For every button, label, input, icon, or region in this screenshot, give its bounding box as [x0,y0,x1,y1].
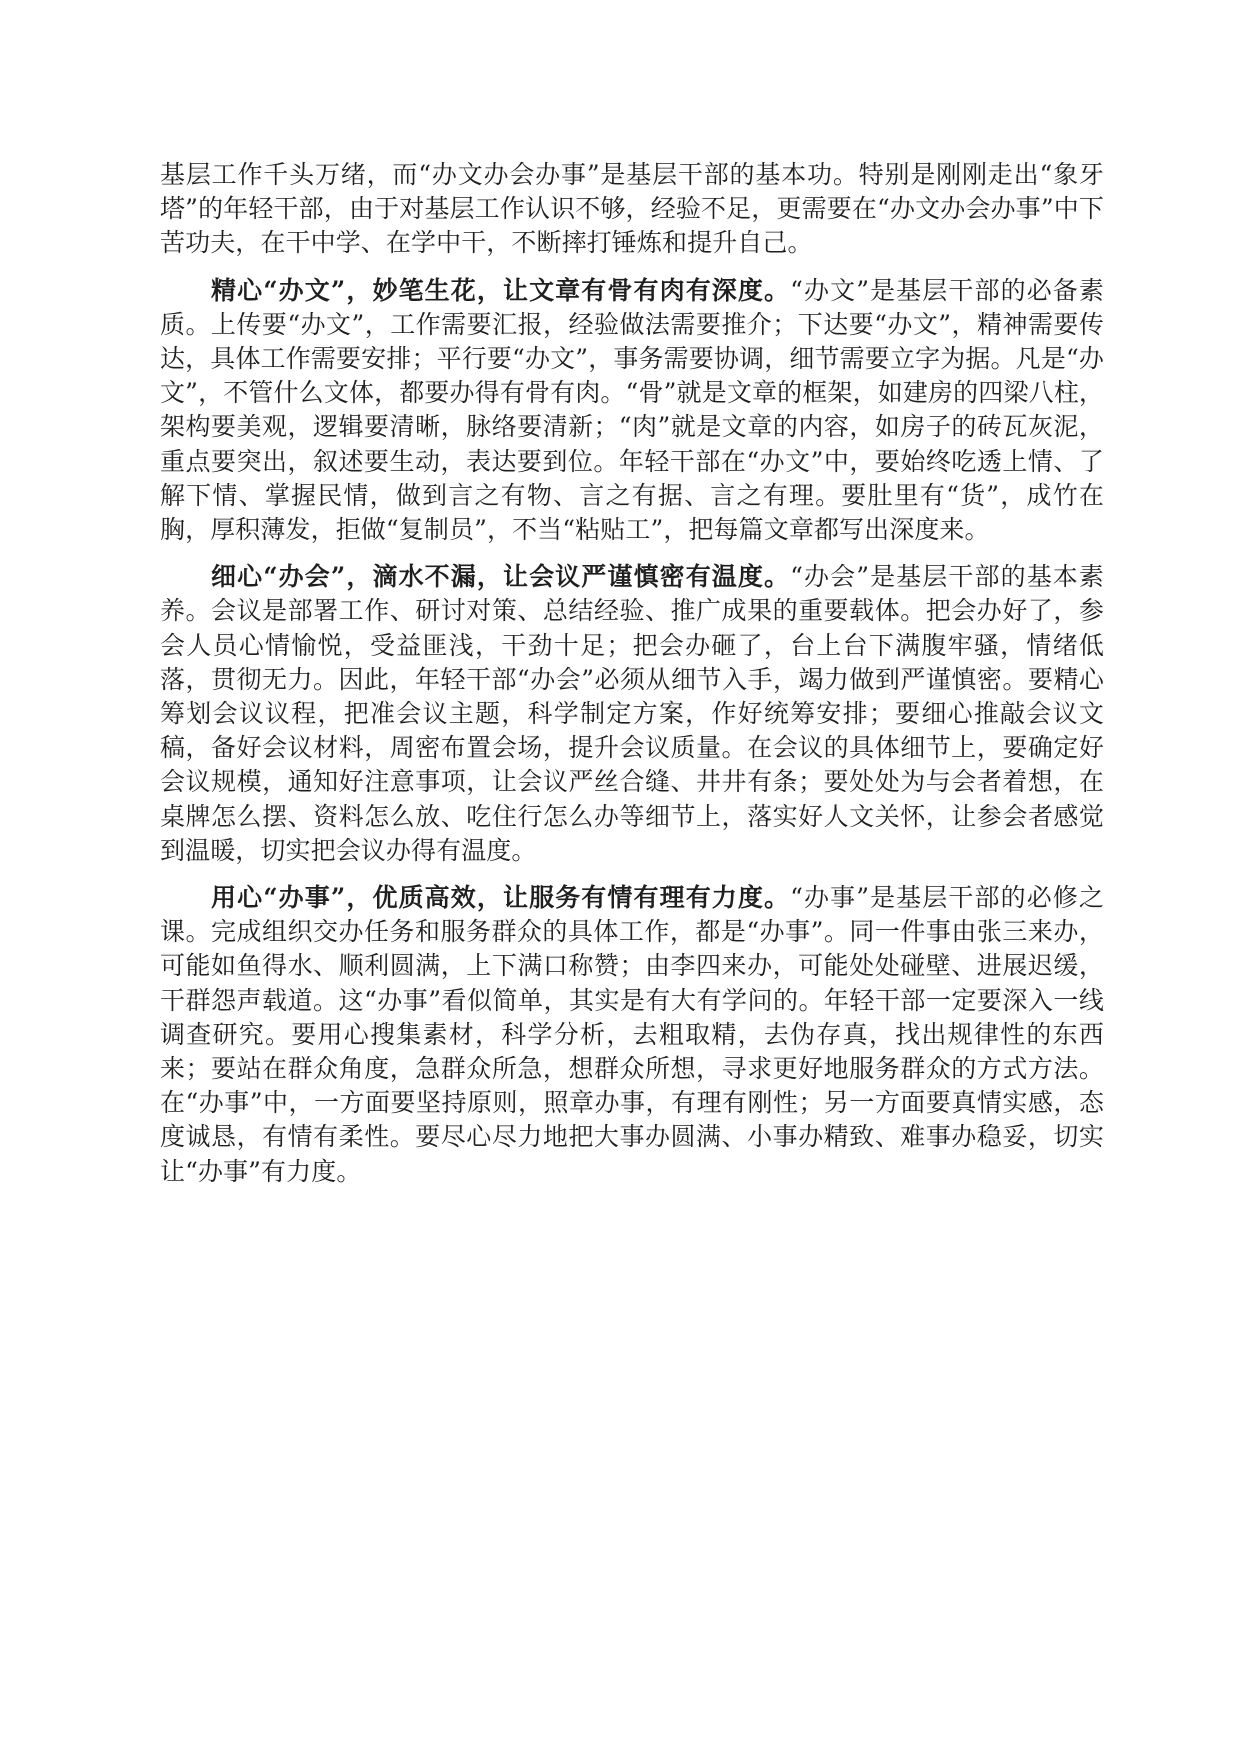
section-heading-meetings: 细心“办会”，滴水不漏，让会议严谨慎密有温度。 [211,562,791,592]
section-body-affairs: “办事”是基层干部的必修之课。完成组织交办任务和服务群众的具体工作，都是“办事”。同一件事由张三来办，可能如鱼得水、顺利圆满，上下满口称赞；由李四来办，可能处处碰壁、进展迟缓，干群怨声载道。这“办事”看似简单，其实是有大有学问的。年轻干部一定要深入一线调查研究。要用心搜集素材，科学分析，去粗取精，去伪存真，找出规律性的东西来；要站在群众角度，急群众所急，想群众所想，寻求更好地服务群众的方式方法。在“办事”中，一方面要坚持原则，照章办事，有理有刚性；另一方面要真情实感，态度诚恳，有情有柔性。要尽心尽力地把大事办圆满、小事办精致、难事办稳妥，切实让“办事”有力度。 [160,883,1104,1186]
section-body-writing: “办文”是基层干部的必备素质。上传要“办文”，工作需要汇报，经验做法需要推介；下达要“办文”，精神需要传达，具体工作需要安排；平行要“办文”，事务需要协调，细节需要立字为据。凡是“办文”，不管什么文体，都要办得有骨有肉。“骨”就是文章的框架，如建房的四梁八柱，架构要美观，逻辑要清晰，脉络要清新；“肉”就是文章的内容，如房子的砖瓦灰泥，重点要突出，叙述要生动，表达要到位。年轻干部在“办文”中，要始终吃透上情、了解下情、掌握民情，做到言之有物、言之有据、言之有理。要肚里有“货”，成竹在胸，厚积薄发，拒做“复制员”，不当“粘贴工”，把每篇文章都写出深度来。 [160,275,1104,545]
section-body-meetings: “办会”是基层干部的基本素养。会议是部署工作、研讨对策、总结经验、推广成果的重要载体。把会办好了，参会人员心情愉悦，受益匪浅，干劲十足；把会办砸了，台上台下满腹牢骚，情绪低落，贯彻无力。因此，年轻干部“办会”必须从细节入手，竭力做到严谨慎密。要精心筹划会议议程，把准会议主题，科学制定方案，作好统筹安排；要细心推敲会议文稿，备好会议材料，周密布置会场，提升会议质量。在会议的具体细节上，要确定好会议规模，通知好注意事项，让会议严丝合缝、井井有条；要处处为与会者着想，在桌牌怎么摆、资料怎么放、吃住行怎么办等细节上，落实好人文关怀，让参会者感觉到温暖，切实把会议办得有温度。 [160,562,1104,865]
section-heading-affairs: 用心“办事”，优质高效，让服务有情有理有力度。 [211,883,791,913]
section-paragraph-meetings [160,560,1104,868]
section-paragraph-writing [160,274,1104,548]
document-body [160,158,1104,1202]
section-paragraph-affairs [160,881,1104,1189]
section-heading-writing: 精心“办文”，妙笔生花，让文章有骨有肉有深度。 [211,275,791,305]
intro-paragraph: 基层工作千头万绪，而“办文办会办事”是基层干部的基本功。特别是刚刚走出“象牙塔”的年轻干部，由于对基层工作认识不够，经验不足，更需要在“办文办会办事”中下苦功夫，在干中学、在学中干，不断摔打锤炼和提升自己。 [160,160,1104,258]
